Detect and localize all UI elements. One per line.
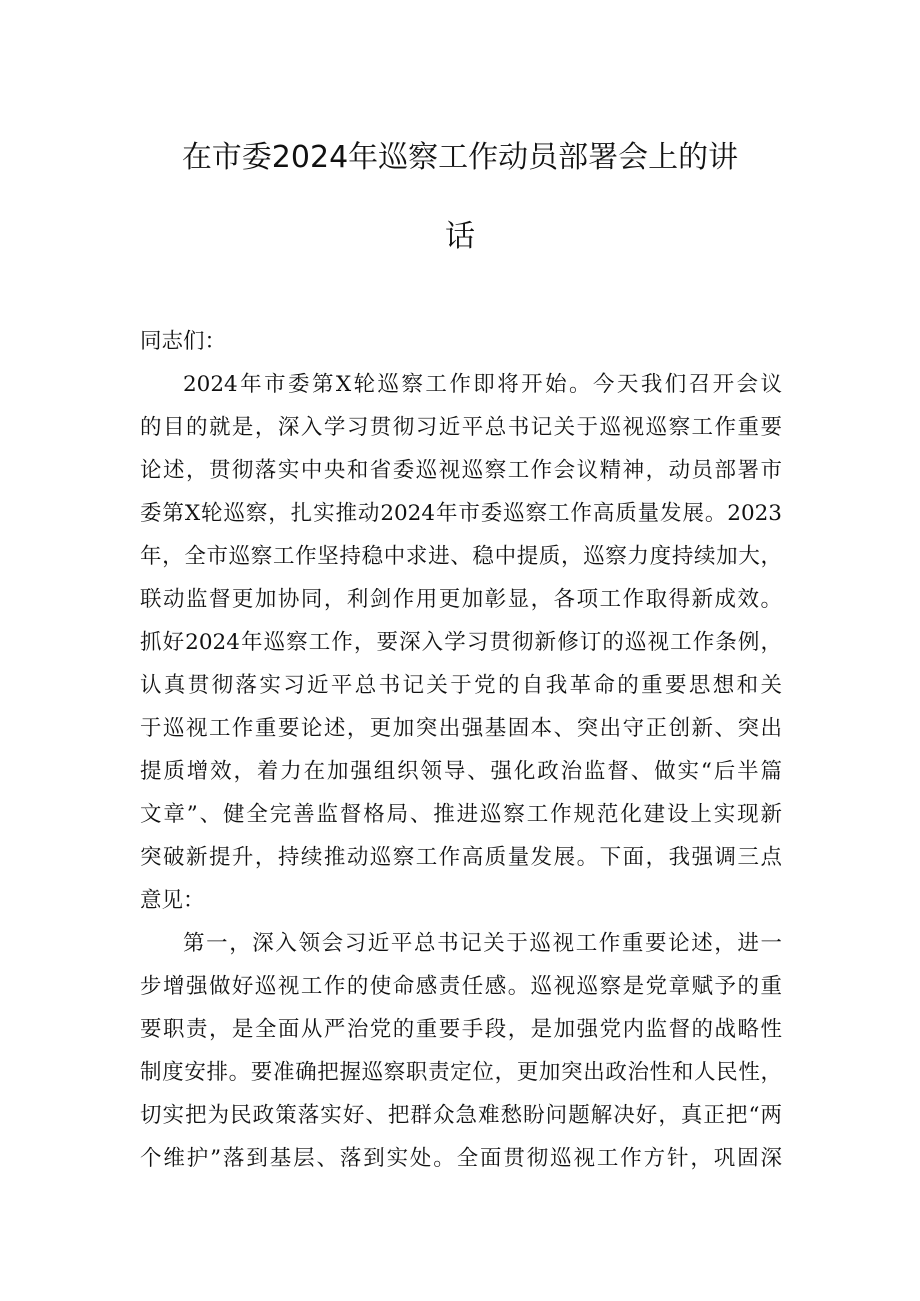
paragraph-1-line: 突破新提升，持续推动巡察工作高质量发展。下面，我强调三点 bbox=[140, 845, 782, 870]
paragraph-1-line: 的目的就是，深入学习贯彻习近平总书记关于巡视巡察工作重要 bbox=[140, 415, 782, 440]
paragraph-1-line: 2024年市委第X轮巡察工作即将开始。今天我们召开会议 bbox=[183, 372, 782, 397]
paragraph-1-line: 抓好2024年巡察工作，要深入学习贯彻新修订的巡视工作条例， bbox=[140, 630, 782, 655]
paragraph-1-line: 文章”、健全完善监督格局、推进巡察工作规范化建设上实现新 bbox=[140, 802, 782, 827]
paragraph-2-line: 第一，深入领会习近平总书记关于巡视工作重要论述，进一 bbox=[183, 931, 782, 956]
paragraph-1-line: 提质增效，着力在加强组织领导、强化政治监督、做实“后半篇 bbox=[140, 759, 782, 784]
document-title-line-1: 在市委2024年巡察工作动员部署会上的讲 bbox=[181, 140, 739, 175]
paragraph-2-line: 个维护”落到基层、落到实处。全面贯彻巡视工作方针，巩固深 bbox=[140, 1146, 782, 1171]
salutation: 同志们： bbox=[140, 329, 227, 354]
paragraph-2-line: 制度安排。要准确把握巡察职责定位，更加突出政治性和人民性， bbox=[140, 1060, 782, 1085]
paragraph-1-line: 年，全市巡察工作坚持稳中求进、稳中提质，巡察力度持续加大， bbox=[140, 544, 782, 569]
paragraph-1-line: 于巡视工作重要论述，更加突出强基固本、突出守正创新、突出 bbox=[140, 716, 782, 741]
paragraph-2-line: 步增强做好巡视工作的使命感责任感。巡视巡察是党章赋予的重 bbox=[140, 974, 782, 999]
document-title-line-2: 话 bbox=[445, 219, 475, 254]
paragraph-2-line: 切实把为民政策落实好、把群众急难愁盼问题解决好，真正把“两 bbox=[140, 1103, 782, 1128]
paragraph-1-line: 联动监督更加协同，利剑作用更加彰显，各项工作取得新成效。 bbox=[140, 587, 782, 612]
paragraph-1-line: 委第X轮巡察，扎实推动2024年市委巡察工作高质量发展。2023 bbox=[140, 501, 782, 526]
paragraph-1-line: 意见： bbox=[140, 888, 205, 913]
paragraph-2-line: 要职责，是全面从严治党的重要手段，是加强党内监督的战略性 bbox=[140, 1017, 782, 1042]
paragraph-1-line: 论述，贯彻落实中央和省委巡视巡察工作会议精神，动员部署市 bbox=[140, 458, 782, 483]
paragraph-1-line: 认真贯彻落实习近平总书记关于党的自我革命的重要思想和关 bbox=[140, 673, 782, 698]
